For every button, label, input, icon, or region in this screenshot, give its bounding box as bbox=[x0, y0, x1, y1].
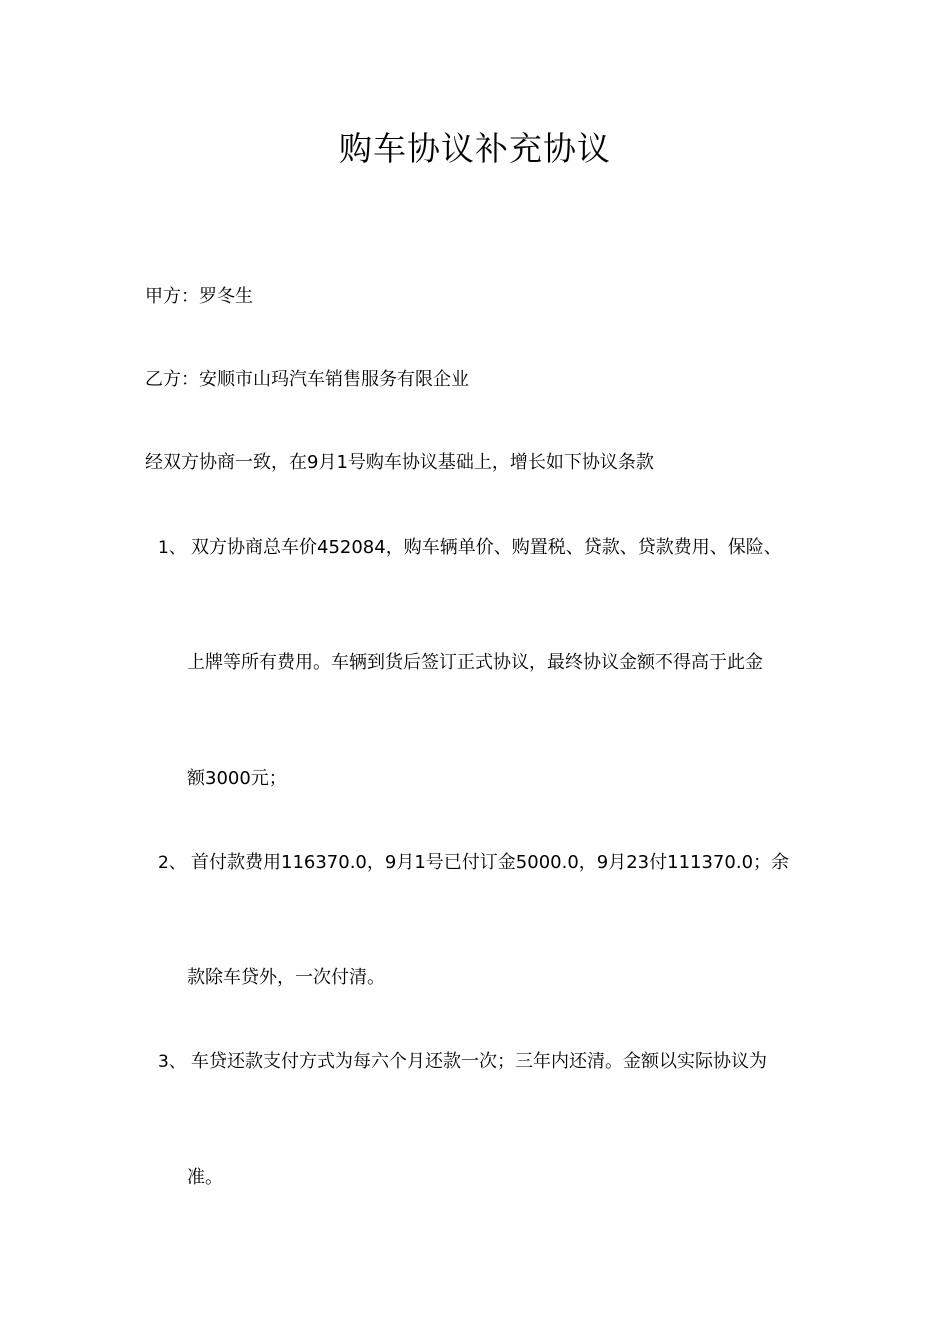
clause-1-line-1: 双方协商总车价452084，购车辆单价、购置税、贷款、贷款费用、保险、 bbox=[191, 537, 782, 558]
party-b: 乙方：安顺市山玛汽车销售服务有限企业 bbox=[145, 369, 469, 390]
clause-2-line-1: 首付款费用116370.0，9月1号已付订金5000.0，9月23付111370.0；余 bbox=[191, 852, 790, 873]
clause-1-line-2: 上牌等所有费用。车辆到货后签订正式协议，最终协议金额不得高于此金 bbox=[187, 652, 763, 673]
clause-2-number: 2、 bbox=[158, 853, 186, 873]
clause-3-number: 3、 bbox=[158, 1052, 186, 1072]
intro-paragraph: 经双方协商一致，在9月1号购车协议基础上，增长如下协议条款 bbox=[145, 452, 654, 473]
party-a: 甲方：罗冬生 bbox=[145, 286, 253, 307]
clause-2-line-2: 款除车贷外，一次付清。 bbox=[187, 967, 385, 988]
clause-3-line-1: 车贷还款支付方式为每六个月还款一次；三年内还清。金额以实际协议为 bbox=[191, 1051, 767, 1072]
clause-1-line-3: 额3000元； bbox=[187, 768, 287, 789]
clause-1-number: 1、 bbox=[158, 538, 186, 558]
document-title: 购车协议补充协议 bbox=[339, 129, 611, 168]
clause-3-line-2: 准。 bbox=[187, 1167, 223, 1188]
